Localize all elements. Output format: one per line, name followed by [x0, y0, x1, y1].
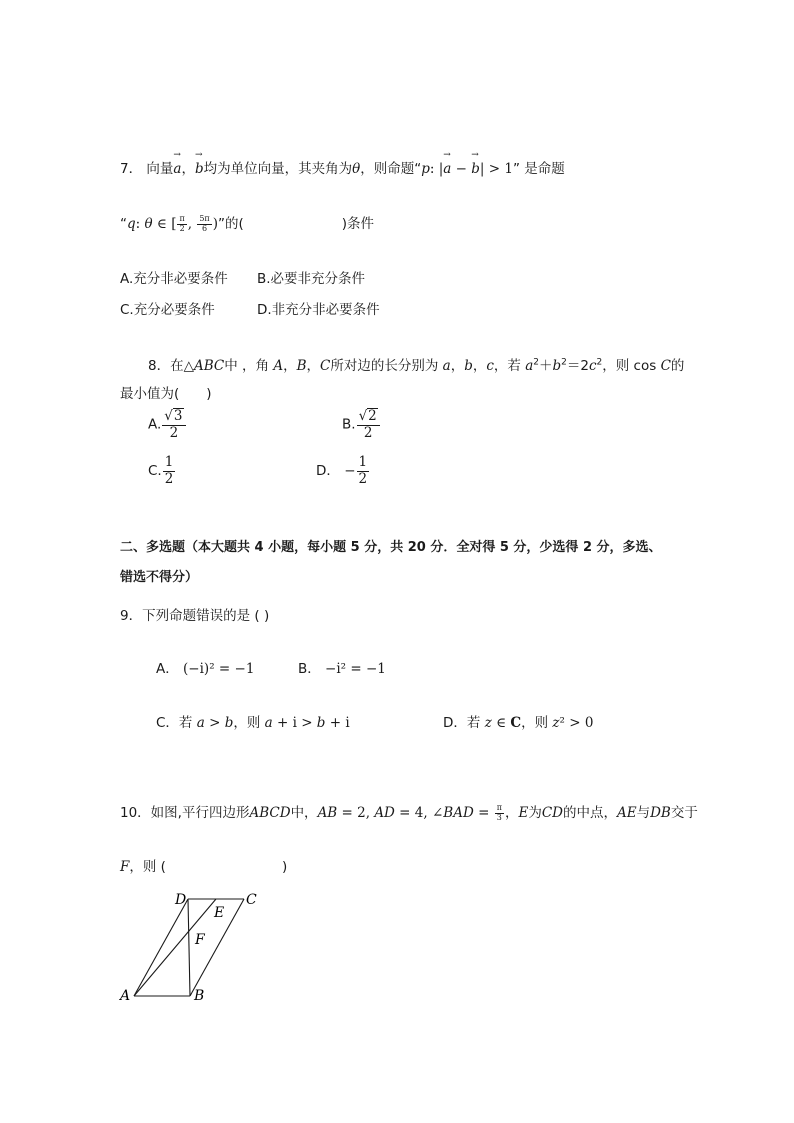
q8-stem-line2: 最小值为( )	[120, 386, 212, 402]
section-heading-line2: 错选不得分）	[120, 570, 199, 585]
section-heading-line1: 二、多选题（本大题共 4 小题，每小题 5 分，共 20 分．全对得 5 分，少选得 2 分，多选、	[120, 540, 662, 555]
q10-stem: 10．如图,平行四边形ABCD中，AB = 2, AD = 4, ∠BAD = $\frac{\pi}{3}$ ，E为CD的中点，AE与DB交于	[120, 803, 698, 822]
side-da	[134, 899, 188, 996]
q7-number: 7．	[120, 161, 143, 177]
label-d: D	[175, 892, 187, 908]
q7-text-2: 均为单位向量，其夹角为	[203, 161, 353, 177]
parallelogram-diagram	[110, 885, 280, 1010]
label-b: B	[194, 988, 205, 1004]
q7-option-b: B.必要非充分条件	[257, 271, 366, 287]
q7-text-4: ” 是命题	[512, 161, 565, 177]
q9-option-c: C．若 a > b，则 a + i > b + i	[156, 715, 350, 731]
q7-option-d: D.非充分非必要条件	[257, 302, 380, 318]
q7-text-3: ，则命题“	[360, 161, 422, 177]
label-a: A	[120, 988, 131, 1004]
label-c: C	[246, 892, 257, 908]
label-f: F	[195, 932, 205, 948]
q7-text-5: ”的(	[217, 216, 244, 232]
q8-option-b: B. $\frac{√2}{2}$	[342, 408, 381, 441]
q9-option-d: D．若 z ∈ C，则 z² > 0	[443, 715, 594, 731]
q9-option-b: B． −i² = −1	[298, 661, 386, 677]
q8-option-c: C. $\frac{1}{2}$	[148, 454, 174, 487]
q7-stem: 7． 向量→ a，→ b均为单位向量，其夹角为θ，则命题“p: |→ a − → b| > 1” 是命题	[120, 157, 565, 177]
q9-stem: 9．下列命题错误的是 ( )	[120, 608, 270, 624]
label-e: E	[214, 905, 225, 921]
q7-option-c: C.充分必要条件	[120, 302, 215, 318]
q8-option-d: D． − $\frac{1}{2}$	[316, 454, 368, 487]
q8-option-a: A. $\frac{√3}{2}$	[148, 408, 187, 441]
q7-option-a: A.充分非必要条件	[120, 271, 228, 287]
q8-stem: 8．在△ABC中 ，角 A，B，C所对边的长分别为 a，b，c，若 $a^2+b^2=2c^2$，则 cos C的	[148, 357, 685, 374]
q7-text-1: 向量	[146, 161, 174, 177]
q10-stem-line2: F，则 ( )	[120, 859, 288, 875]
diagonal-db	[188, 899, 190, 996]
q9-option-a: A． (−i)² = −1	[156, 661, 255, 677]
q7-condition-line: “q: θ ∈ [ $\frac{\pi}{2}$ , $\frac{5\pi}{6}$ )”的( )条件	[120, 214, 375, 233]
q7-text-6: )条件	[341, 216, 375, 232]
